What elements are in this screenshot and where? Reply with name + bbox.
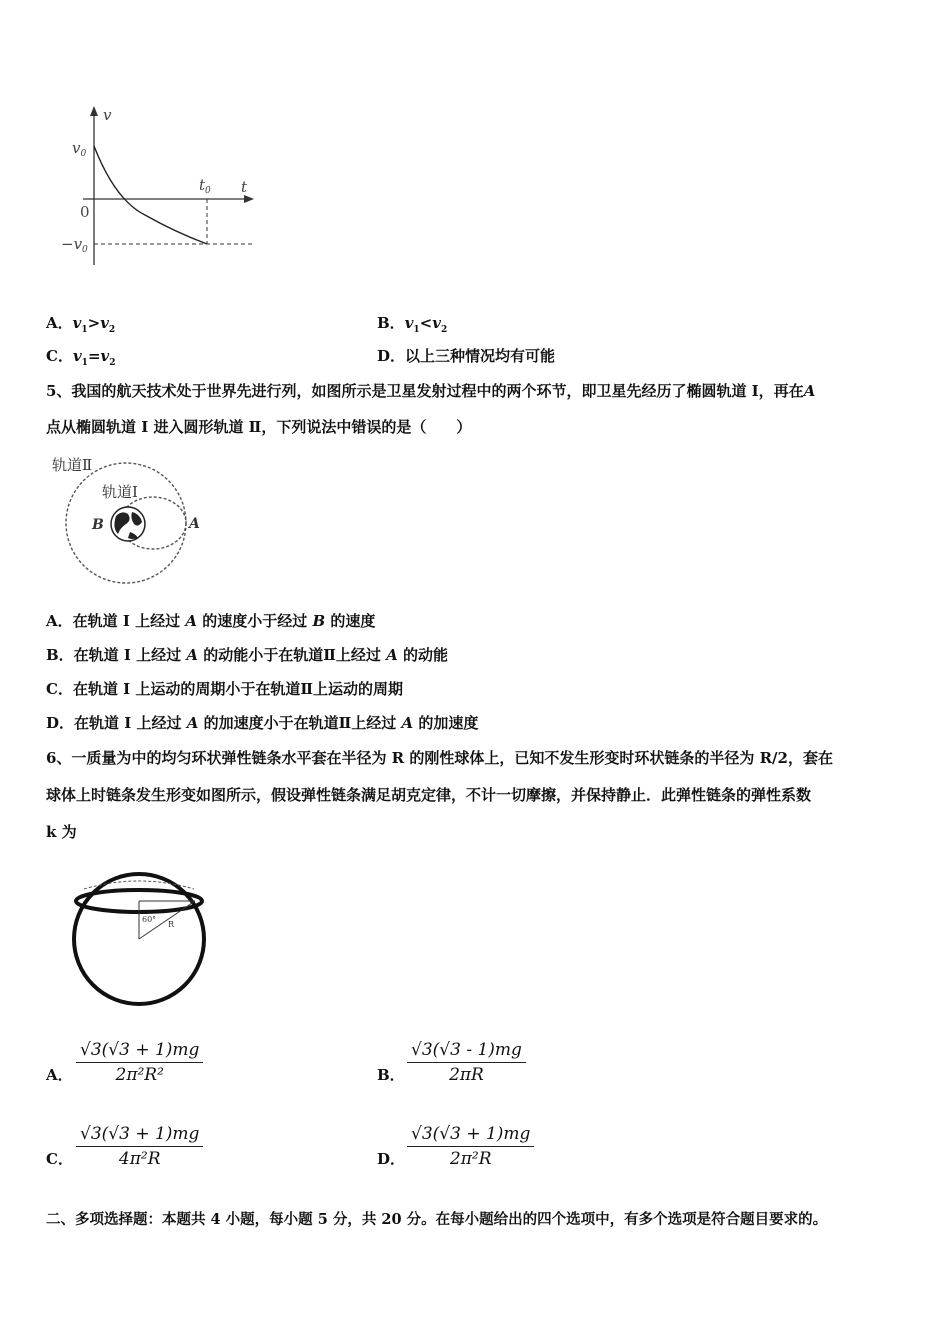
- velocity-time-graph: [55, 100, 275, 275]
- q6-option-d-fraction: $\frac{√3(√3 + 1)mg}{\text{2π²R}}$: [407, 1124, 534, 1169]
- q6-option-a-fraction: $\frac{√3(√3 + 1)mg}{\text{2π²R²}}$: [76, 1040, 203, 1085]
- orbit1-label: 轨道Ⅰ: [102, 483, 138, 501]
- q6-option-b[interactable]: B．: [377, 1066, 405, 1084]
- q4-option-d[interactable]: D．以上三种情况均有可能: [377, 347, 556, 365]
- q6-option-c-fraction: $\frac{√3(√3 + 1)mg}{\text{4π²R}}$: [76, 1124, 203, 1169]
- q6-stem-line3: k 为: [46, 823, 77, 841]
- q6-option-b-fraction: $\frac{√3(√3 - 1)mg}{2\pi R}$: [407, 1040, 526, 1085]
- q5-stem-line2: 点从椭圆轨道 I 进入圆形轨道 Ⅱ，下列说法中错误的是（ ）: [46, 418, 472, 436]
- t-axis-label: t: [241, 178, 248, 196]
- v-axis-label: v: [103, 106, 112, 124]
- q5-option-d[interactable]: D．在轨道 I 上经过 A 的加速度小于在轨道Ⅱ上经过 A 的加速度: [46, 714, 479, 732]
- velocity-curve: [94, 146, 207, 244]
- t-axis-arrow: [244, 195, 254, 203]
- point-b-label: B: [92, 517, 104, 533]
- origin-label: 0: [80, 203, 90, 221]
- q4-option-c[interactable]: C．$v_1=v_2$: [46, 347, 116, 368]
- orbit2-label: 轨道Ⅱ: [52, 456, 93, 474]
- q5-option-c[interactable]: C．在轨道 I 上运动的周期小于在轨道Ⅱ上运动的周期: [46, 680, 404, 698]
- q6-option-c[interactable]: C．: [46, 1150, 73, 1168]
- t0-label: $t_0$: [199, 176, 211, 196]
- q5-option-a[interactable]: A．在轨道 I 上经过 A 的速度小于经过 B 的速度: [46, 612, 376, 630]
- earth-icon: [111, 507, 145, 541]
- q6-option-a[interactable]: A．: [46, 1066, 73, 1084]
- angle-label: 60°: [142, 915, 157, 924]
- radius-label: R: [168, 920, 175, 929]
- q6-stem-line1: 6、一质量为中的均匀环状弹性链条水平套在半径为 R 的刚性球体上，已知不发生形变时环状链条的半径为 R/2，套在: [46, 749, 833, 767]
- q5-stem-line1: 5、我国的航天技术处于世界先进行列，如图所示是卫星发射过程中的两个环节，即卫星先经历了椭圆轨道 I，再在A: [46, 382, 816, 400]
- q4-option-a[interactable]: A．$v_1>v_2$: [46, 314, 116, 335]
- section2-heading: 二、多项选择题：本题共 4 小题，每小题 5 分，共 20 分。在每小题给出的四个选项中，有多个选项是符合题目要求的。: [46, 1211, 828, 1228]
- point-a-label: A: [189, 516, 200, 532]
- v-axis-arrow: [90, 106, 98, 116]
- q5-option-b[interactable]: B．在轨道 I 上经过 A 的动能小于在轨道Ⅱ上经过 A 的动能: [46, 646, 449, 664]
- q4-option-b[interactable]: B．$v_1<v_2$: [377, 314, 448, 335]
- sphere-chain-figure: [60, 855, 220, 1007]
- neg-v0-label: $-v_0$: [61, 235, 88, 255]
- q6-stem-line2: 球体上时链条发生形变如图所示，假设弹性链条满足胡克定律，不计一切摩擦，并保持静止．此弹性链条的弹性系数: [46, 786, 812, 804]
- v0-label: $v_0$: [72, 139, 87, 159]
- orbit-figure: [48, 452, 218, 592]
- q6-option-d[interactable]: D．: [377, 1150, 406, 1168]
